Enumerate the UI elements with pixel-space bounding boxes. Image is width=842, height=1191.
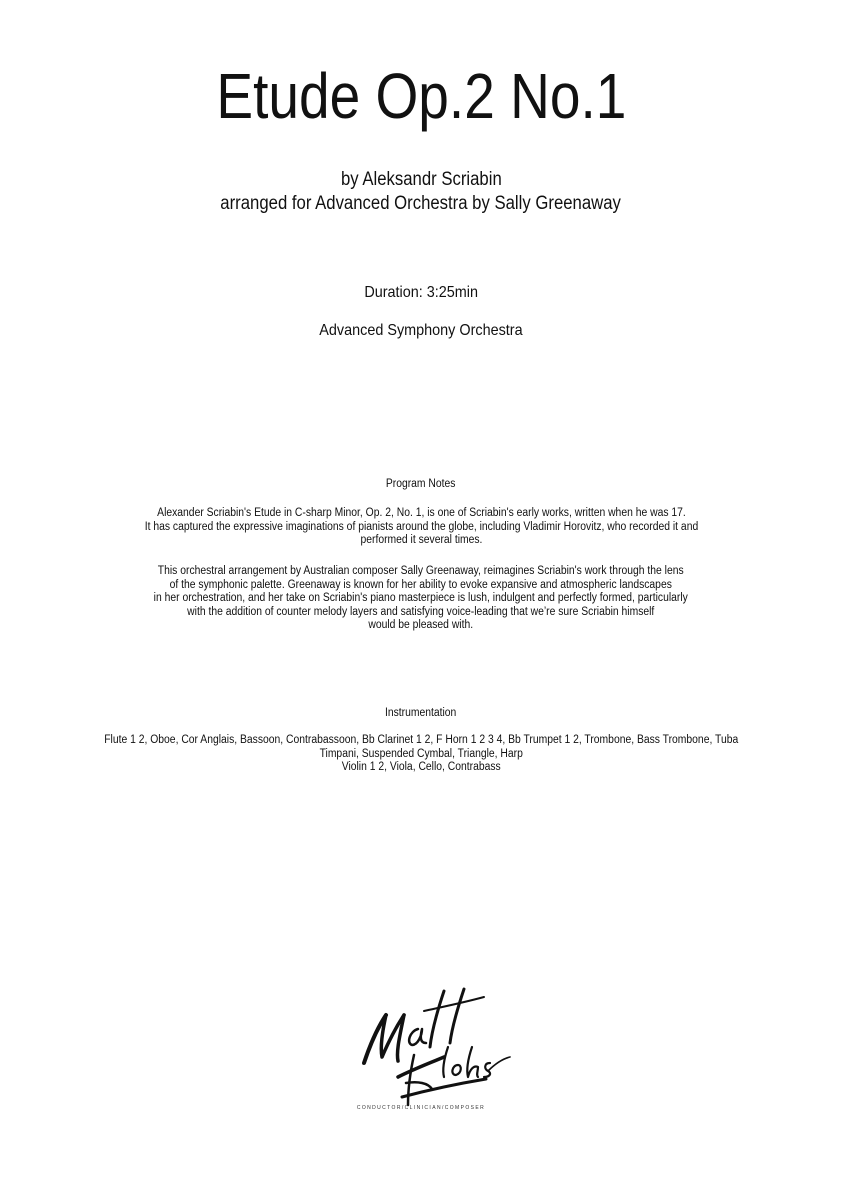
instrumentation-heading-text: Instrumentation [385,707,457,719]
signature-logo [352,985,512,1115]
paragraph-line: of the symphonic palette. Greenaway is known for her ability to evoke expansive and atmospheric landscapes [169,578,673,591]
program-notes-paragraph-2 [0,565,842,633]
paragraph-line: Alexander Scriabin's Etude in C-sharp Minor, Op. 2, No. 1, is one of Scriabin's early works, written when he was 17. [156,507,686,519]
instrumentation-body [104,734,738,775]
instrumentation-line-winds-brass: Flute 1 2, Oboe, Cor Anglais, Bassoon, Contrabassoon, Bb Clarinet 1 2, F Horn 1 2 3 4, Bb Trumpet 1 2, Trombone, Bass Trombone, Tuba [104,734,738,746]
paragraph-line: performed it several times. [360,534,482,546]
arranger-line [0,192,842,216]
duration-text: Duration: 3:25min [364,284,478,301]
instrumentation-heading [0,707,842,721]
instrumentation-list [0,734,842,775]
program-notes-paragraph-1 [0,507,842,548]
page-title [0,58,842,134]
paragraph-1-body [144,507,697,548]
signature-logo-icon [352,985,512,1115]
paragraph-line: in her orchestration, and her take on Scriabin's piano masterpiece is lush, indulgent and perfectly formed, particularly [153,592,689,604]
instrumentation-line-strings: Violin 1 2, Viola, Cello, Contrabass [341,761,501,773]
logo-tagline: CONDUCTOR/CLINICIAN/COMPOSER [356,1105,486,1111]
duration [0,282,842,304]
program-notes-heading-text: Program Notes [386,478,456,490]
paragraph-2-body [154,565,688,633]
arranger-text: arranged for Advanced Orchestra by Sally Greenaway [220,193,622,214]
instrumentation-line-percussion: Timpani, Suspended Cymbal, Triangle, Harp [319,747,523,760]
composer-line [0,168,842,192]
ensemble-text: Advanced Symphony Orchestra [319,322,523,339]
program-notes-heading [0,478,842,492]
composer-text: by Aleksandr Scriabin [340,169,502,190]
paragraph-line: It has captured the expressive imaginations of pianists around the globe, including Vladimir Horovitz, who recorded it and [144,520,698,533]
paragraph-line: with the addition of counter melody layers and satisfying voice-leading that we’re sure Scriabin himself [187,605,655,618]
title-text: Etude Op.2 No.1 [215,60,627,132]
paragraph-line: would be pleased with. [368,619,474,631]
paragraph-line: This orchestral arrangement by Australian composer Sally Greenaway, reimagines Scriabin's work through the lens [158,565,684,577]
ensemble [0,320,842,342]
